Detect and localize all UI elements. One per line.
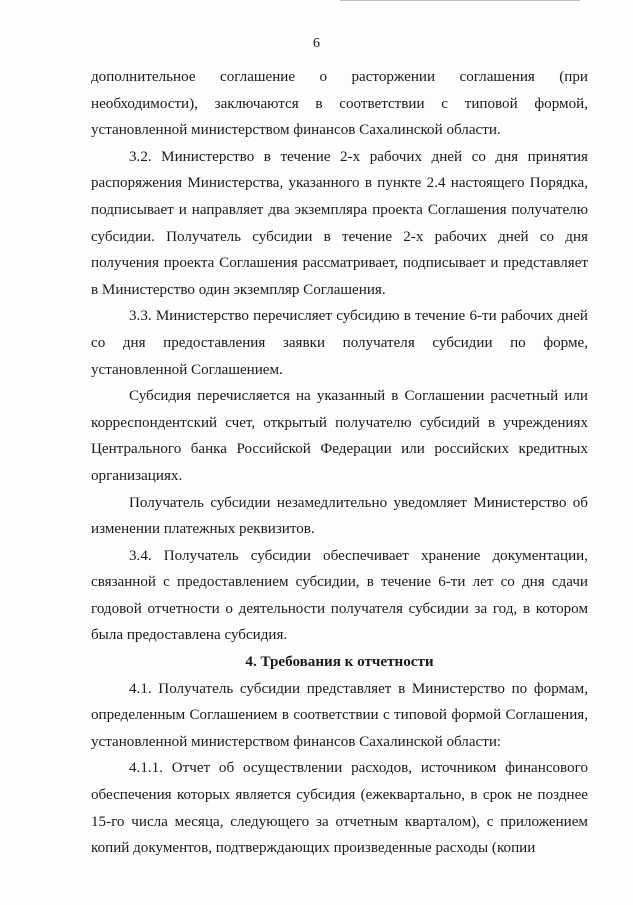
page-top-edge <box>340 0 580 1</box>
page-number: 6 <box>313 36 320 51</box>
paragraph-subsidy-transfer: Субсидия перечисляется на указанный в Соглашении расчетный или корреспондентский счет, открытый получателю субсидий в учреждениях Центрального банка Российской Федерации или российских кредитных организациях. <box>91 388 588 484</box>
paragraph-continuation: дополнительное соглашение о расторжении соглашения (при необходимости), заключаются в соответствии с типовой формой, установленной министерством финансов Сахалинской области. <box>91 69 588 139</box>
paragraph-4-1-1: 4.1.1. Отчет об осуществлении расходов, источником финансового обеспечения которых является субсидия (ежеквартально, в срок не позднее 15-го числа месяца, следующего за отчетным кварталом), с приложением копий документов, подтверждающих произведенные расходы (копии <box>91 760 588 857</box>
paragraph-4-1: 4.1. Получатель субсидии представляет в Министерство по формам, определенным Соглашением в соответствии с типовой формой Соглашения, установленной министерством финансов Сахалинской области: <box>91 680 588 750</box>
paragraph-3-4: 3.4. Получатель субсидии обеспечивает хранение документации, связанной с предоставлением субсидии, в течение 6-ти лет со дня сдачи годовой отчетности о деятельности получателя субсидии за год, в котором была предоставлена субсидия. <box>91 547 588 644</box>
section-4-heading: 4. Требования к отчетности <box>245 654 434 671</box>
paragraph-3-2: 3.2. Министерство в течение 2-х рабочих дней со дня принятия распоряжения Министерства, указанного в пункте 2.4 настоящего Порядка, подписывает и направляет два экземпляра проекта Соглашения получателю субсидии. Получатель субсидии в течение 2-х рабочих дней со дня получения проекта Соглашения рассматривает, подписывает и представляет в Министерство один экземпляр Соглашения. <box>91 148 588 298</box>
document-body <box>91 64 588 862</box>
paragraph-3-3: 3.3. Министерство перечисляет субсидию в течение 6-ти рабочих дней со дня предоставления заявки получателя субсидии по форме, установленной Соглашением. <box>91 308 588 378</box>
paragraph-notify-requisites: Получатель субсидии незамедлительно уведомляет Министерство об изменении платежных реквизитов. <box>91 494 588 538</box>
